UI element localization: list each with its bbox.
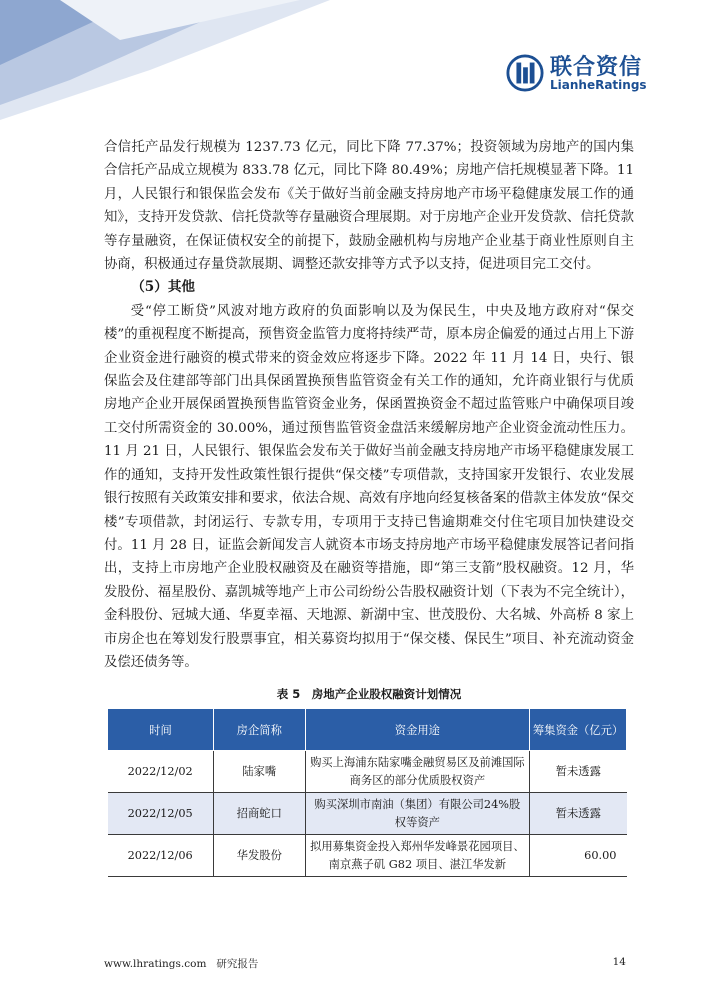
column-header: 资金用途 — [305, 709, 529, 751]
cell-amount: 暂未透露 — [530, 793, 627, 835]
cell-date: 2022/12/02 — [108, 751, 214, 793]
section-heading-other: （5）其他 — [131, 279, 196, 296]
column-header: 房企简称 — [213, 709, 305, 751]
column-header: 时间 — [108, 709, 214, 751]
cell-use: 购买深圳市南油（集团）有限公司24%股权等资产 — [305, 793, 529, 835]
document-body — [104, 136, 634, 877]
cell-use: 拟用募集资金投入郑州华发峰景花园项目、南京燕子矶 G82 项目、湛江华发新 — [305, 835, 529, 877]
brand-name-en: LianheRatings — [550, 78, 647, 92]
cell-date: 2022/12/05 — [108, 793, 214, 835]
cell-company: 陆家嘴 — [213, 751, 305, 793]
table-row — [108, 751, 627, 793]
corner-decoration — [0, 0, 330, 140]
table-row — [108, 793, 627, 835]
brand-name-cn: 联合资信 — [550, 55, 643, 80]
equity-financing-table — [107, 708, 627, 877]
lianhe-logo-icon — [506, 54, 544, 92]
page-footer — [104, 956, 626, 971]
cell-company: 华发股份 — [213, 835, 305, 877]
brand-logo — [506, 52, 656, 96]
cell-company: 招商蛇口 — [213, 793, 305, 835]
page-number: 14 — [612, 956, 626, 968]
table-header-row — [108, 709, 627, 751]
table-row — [108, 835, 627, 877]
cell-date: 2022/12/06 — [108, 835, 214, 877]
cell-amount: 60.00 — [530, 835, 627, 877]
column-header: 筹集资金（亿元） — [530, 709, 627, 751]
cell-amount: 暂未透露 — [530, 751, 627, 793]
paragraph-other: 受“停工断贷”风波对地方政府的负面影响以及为保民生，中央及地方政府对“保交楼”的重视程度不断提高，预售资金监管力度将持续严苛，原本房企偏爱的通过占用上下游企业资金进行融资的模式带来的资金效应将逐步下降。2022 年 11 月 14 日，央行、银保监会及住建部等部门出具保函置换预售监管资金有关工作的通知，允许商业银行与优质房地产企业开展保函置换预售监管资金业务，保函置换资金不超过监管账户中确保项目竣工交付所需资金的 30.00%，通过预售监管资金盘活来缓解房地产企业资金流动性压力。11 月 21 日，人民银行、银保监会发布关于做好当前金融支持房地产市场平稳健康发展工作的通知，支持开发性政策性银行提供“保交楼”专项借款，支持国家开发银行、农业发展银行按照有关政策安排和要求，依法合规、高效有序地向经复核备案的借款主体发放“保交楼”专项借款，封闭运行、专款专用，专项用于支持已售逾期难交付住宅项目加快建设交付。11 月 28 日，证监会新闻发言人就资本市场支持房地产市场平稳健康发展答记者问指出，支持上市房地产企业股权融资及在融资等措施，即“第三支箭”股权融资。12 月，华发股份、福星股份、嘉凯城等地产上市公司纷纷公告股权融资计划（下表为不完全统计），金科股份、冠城大通、华夏幸福、天地源、新湖中宝、世茂股份、大名城、外高桥 8 家上市房企也在筹划发行股票事宜，相关募资均拟用于“保交楼、保民生”项目、补充流动资金及偿还债务等。 — [104, 303, 634, 670]
footer-site-link[interactable]: www.lhratings.com — [104, 958, 207, 970]
paragraph-trust: 合信托产品发行规模为 1237.73 亿元，同比下降 77.37%；投资领域为房地产的国内集合信托产品成立规模为 833.78 亿元，同比下降 80.49%；房地产信托规模显著下降。11 月，人民银行和银保监会发布《关于做好当前金融支持房地产市场平稳健康发展工作的通知》，支持开发贷款、信托贷款等存量融资合理展期。对于房地产企业开发贷款、信托贷款等存量融资，在保证债权安全的前提下，鼓励金融机构与房地产企业基于商业性原则自主协商，积极通过存量贷款展期、调整还款安排等方式予以支持，促进项目完工交付。 — [104, 140, 634, 273]
cell-use: 购买上海浦东陆家嘴金融贸易区及前滩国际商务区的部分优质股权资产 — [305, 751, 529, 793]
table-caption: 表 5 房地产企业股权融资计划情况 — [276, 687, 462, 702]
footer-doc-type: 研究报告 — [216, 958, 259, 970]
